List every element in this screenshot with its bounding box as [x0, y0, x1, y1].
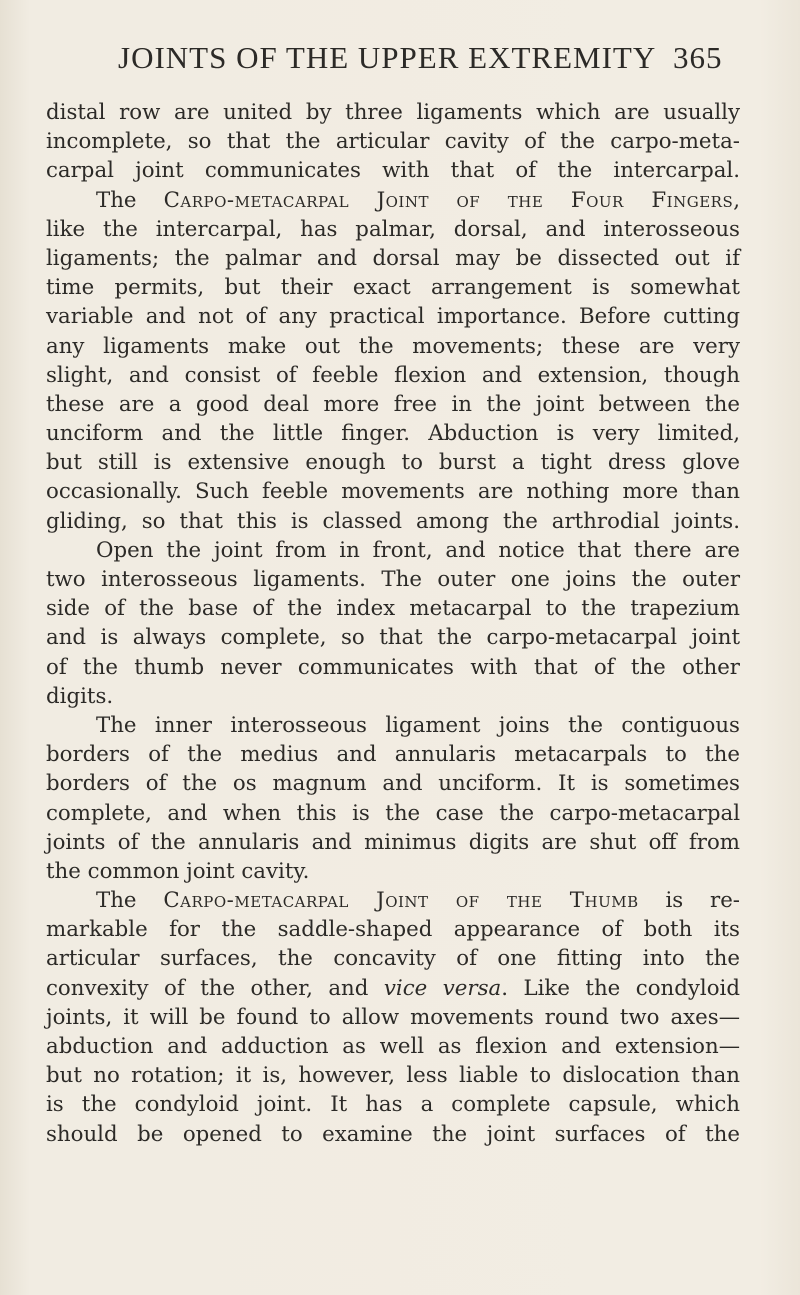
- text-line: [46, 974, 740, 1003]
- text-line: [46, 565, 740, 594]
- text-segment: digits.: [46, 683, 114, 709]
- text-segment: joints, it will be found to allow movements round two axes—: [46, 1004, 740, 1030]
- text-line: [46, 390, 740, 419]
- text-segment: side of the base of the index metacarpal to the trapezium: [46, 596, 740, 622]
- text-line: [46, 186, 740, 215]
- text-line: [46, 273, 740, 302]
- body-text: [46, 98, 740, 1149]
- text-segment: should be opened to examine the joint surfaces of the: [46, 1121, 740, 1147]
- text-segment: incomplete, so that the articular cavity of the carpo-meta-: [46, 129, 740, 155]
- text-segment: borders of the os magnum and unciform. It is sometimes: [46, 771, 740, 797]
- text-segment: is the condyloid joint. It has a complete capsule, which: [46, 1092, 740, 1118]
- text-segment: of the thumb never communicates with that of the other: [46, 654, 740, 680]
- text-segment: any ligaments make out the movements; these are very: [46, 333, 740, 359]
- running-title: JOINTS OF THE UPPER EXTREMITY: [118, 40, 657, 75]
- text-segment: Carpo-metacarpal Joint of the Four Fingers: [163, 187, 734, 213]
- text-line: [46, 653, 740, 682]
- text-line: [46, 332, 740, 361]
- text-segment: Open the joint from in front, and notice that there are: [96, 537, 740, 563]
- text-line: [46, 623, 740, 652]
- text-line: [46, 98, 740, 127]
- text-line: [46, 215, 740, 244]
- text-segment: time permits, but their exact arrangement is somewhat: [46, 275, 740, 301]
- text-segment: . Like the condyloid: [501, 975, 740, 1001]
- text-line: [46, 244, 740, 273]
- text-segment: joints of the annularis and minimus digits are shut off from: [46, 829, 740, 855]
- text-segment: markable for the saddle-shaped appearance of both its: [46, 917, 740, 943]
- text-segment: carpal joint communicates with that of the intercarpal.: [46, 158, 740, 184]
- text-line: [46, 857, 740, 886]
- text-segment: slight, and consist of feeble flexion and extension, though: [46, 362, 740, 388]
- text-line: [46, 1032, 740, 1061]
- text-line: [46, 740, 740, 769]
- text-segment: but no rotation; it is, however, less liable to dislocation than: [46, 1063, 740, 1089]
- text-segment: is re-: [638, 888, 741, 914]
- text-segment: gliding, so that this is classed among the arthrodial joints.: [46, 508, 740, 534]
- text-line: [46, 127, 740, 156]
- text-line: [46, 477, 740, 506]
- text-segment: The inner interosseous ligament joins the contiguous: [96, 712, 740, 738]
- text-segment: unciform and the little finger. Abduction is very limited,: [46, 421, 740, 447]
- text-line: [46, 769, 740, 798]
- text-segment: The: [96, 187, 164, 213]
- text-segment: abduction and adduction as well as flexion and extension—: [46, 1034, 740, 1059]
- text-line: [46, 419, 740, 448]
- text-segment: variable and not of any practical importance. Before cutting: [46, 304, 740, 330]
- text-segment: ,: [733, 187, 741, 213]
- text-segment: two interosseous ligaments. The outer one joins the outer: [46, 567, 740, 592]
- text-segment: borders of the medius and annularis metacarpals to the: [46, 742, 740, 768]
- text-segment: the common joint cavity.: [46, 858, 310, 884]
- running-head: [118, 40, 723, 84]
- text-segment: ligaments; the palmar and dorsal may be dissected out if: [46, 245, 740, 271]
- text-segment: vice versa: [383, 975, 502, 1001]
- text-line: [46, 1061, 740, 1090]
- text-segment: but still is extensive enough to burst a tight dress glove: [46, 450, 740, 476]
- text-line: [46, 915, 740, 944]
- text-segment: like the intercarpal, has palmar, dorsal, and interosseous: [46, 216, 740, 242]
- text-line: [46, 944, 740, 973]
- text-line: [46, 536, 740, 565]
- text-line: [46, 1120, 740, 1149]
- text-line: [46, 1090, 740, 1119]
- text-line: [46, 682, 740, 711]
- text-line: [46, 507, 740, 536]
- text-segment: Carpo-metacarpal Joint of the Thumb: [163, 888, 639, 914]
- text-segment: occasionally. Such feeble movements are nothing more than: [46, 479, 740, 505]
- text-segment: and is always complete, so that the carpo-metacarpal joint: [46, 625, 740, 651]
- text-line: [46, 302, 740, 331]
- text-line: [46, 1003, 740, 1032]
- text-segment: these are a good deal more free in the joint between the: [46, 391, 740, 417]
- text-segment: articular surfaces, the concavity of one fitting into the: [46, 946, 740, 972]
- text-line: [46, 594, 740, 623]
- text-line: [46, 156, 740, 185]
- text-line: [46, 799, 740, 828]
- text-line: [46, 711, 740, 740]
- text-line: [46, 361, 740, 390]
- text-line: [46, 828, 740, 857]
- text-segment: The: [96, 888, 164, 914]
- page-number: 365: [673, 40, 723, 75]
- text-segment: distal row are united by three ligaments which are usually: [46, 100, 740, 125]
- text-line: [46, 448, 740, 477]
- text-line: [46, 886, 740, 915]
- text-segment: convexity of the other, and: [46, 975, 384, 1001]
- text-segment: complete, and when this is the case the carpo-metacarpal: [46, 800, 740, 826]
